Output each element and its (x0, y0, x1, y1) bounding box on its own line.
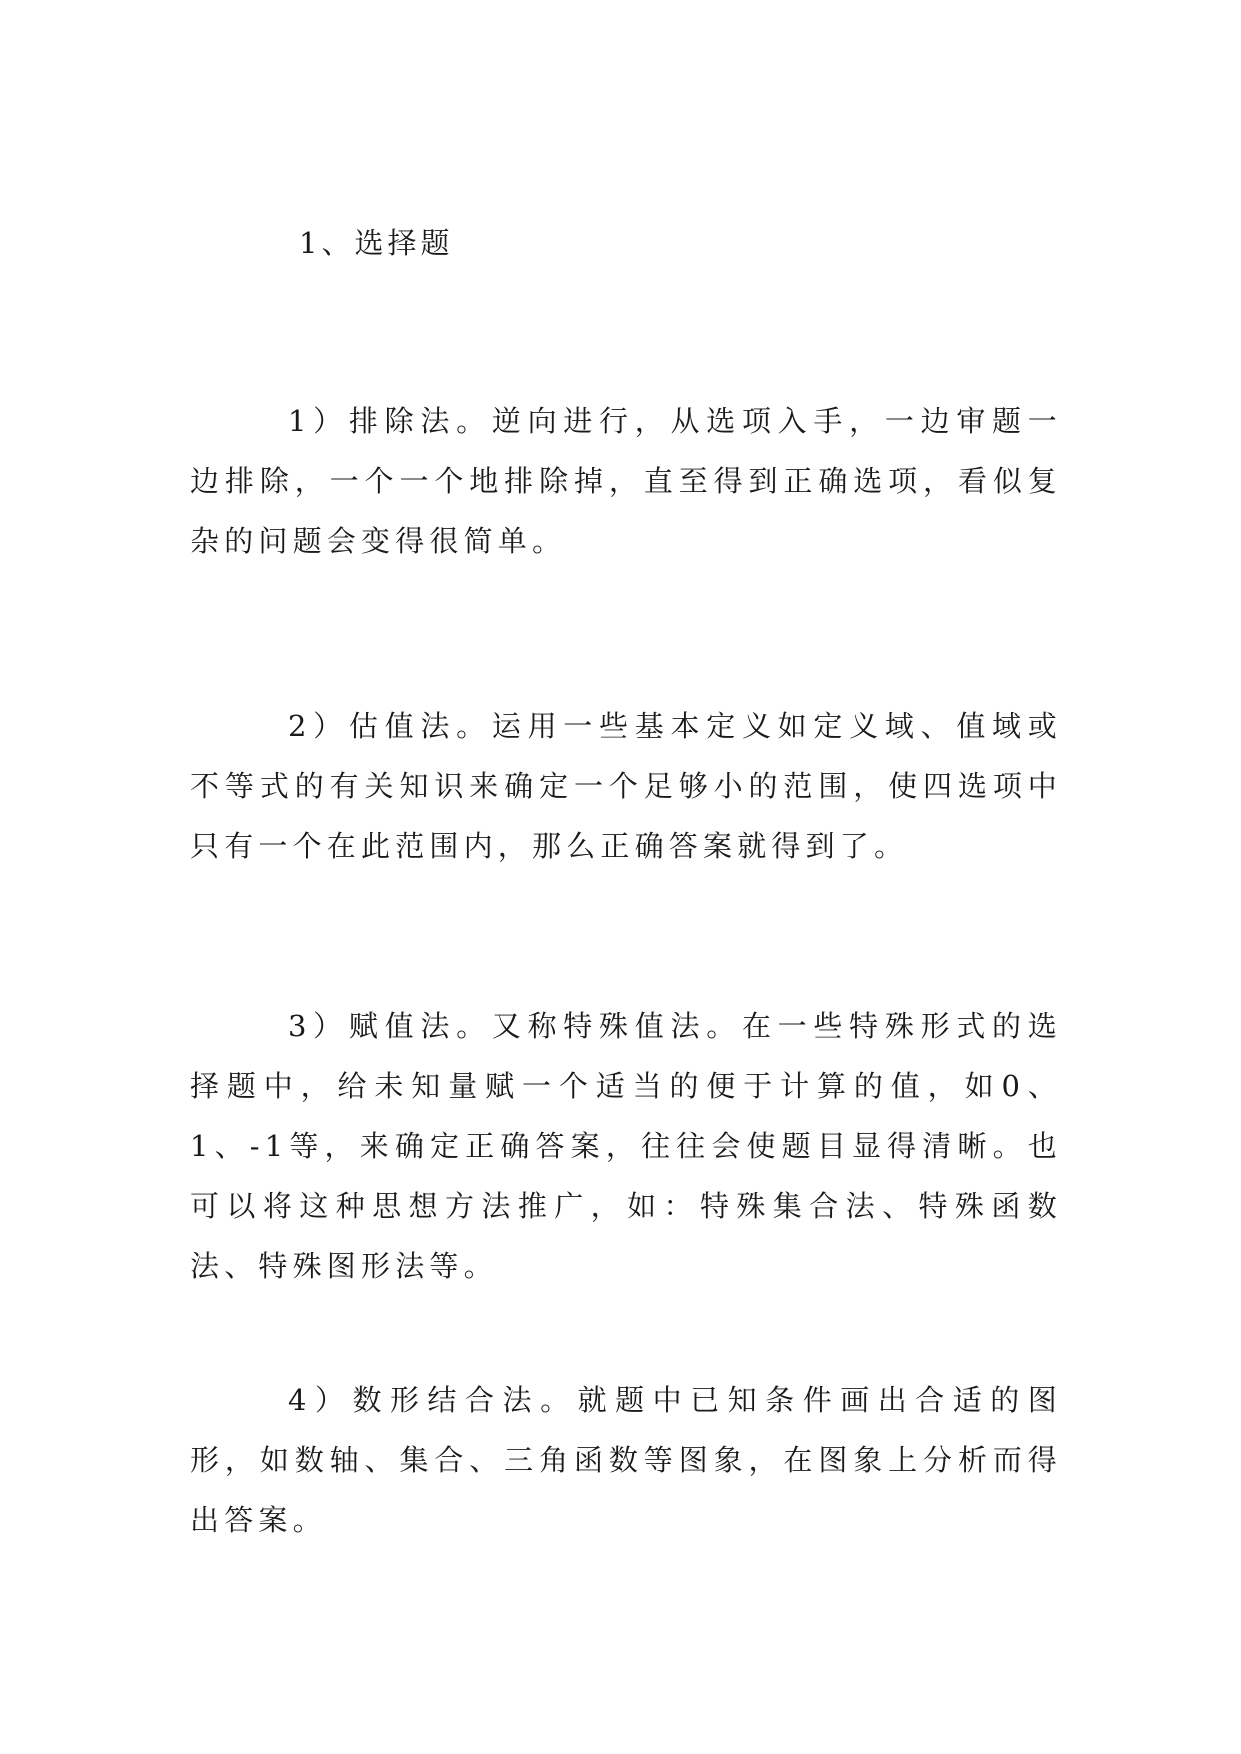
paragraph-estimation-method: 2）估值法。运用一些基本定义如定义域、值域或不等式的有关知识来确定一个足够小的范围，使四选项中只有一个在此范围内，那么正确答案就得到了。 (190, 709, 1062, 863)
section-heading: 1、选择题 (299, 226, 454, 260)
paragraph-assignment-method: 3）赋值法。又称特殊值法。在一些特殊形式的选择题中，给未知量赋一个适当的便于计算的值，如0、1、-1等，来确定正确答案，往往会使题目显得清晰。也可以将这种思想方法推广，如：特殊集合法、特殊函数法、特殊图形法等。 (190, 1009, 1062, 1283)
paragraph-elimination-method: 1）排除法。逆向进行，从选项入手，一边审题一边排除，一个一个地排除掉，直至得到正确选项，看似复杂的问题会变得很简单。 (190, 404, 1062, 558)
paragraph-number-shape-method: 4）数形结合法。就题中已知条件画出合适的图形，如数轴、集合、三角函数等图象，在图象上分析而得出答案。 (190, 1383, 1062, 1537)
